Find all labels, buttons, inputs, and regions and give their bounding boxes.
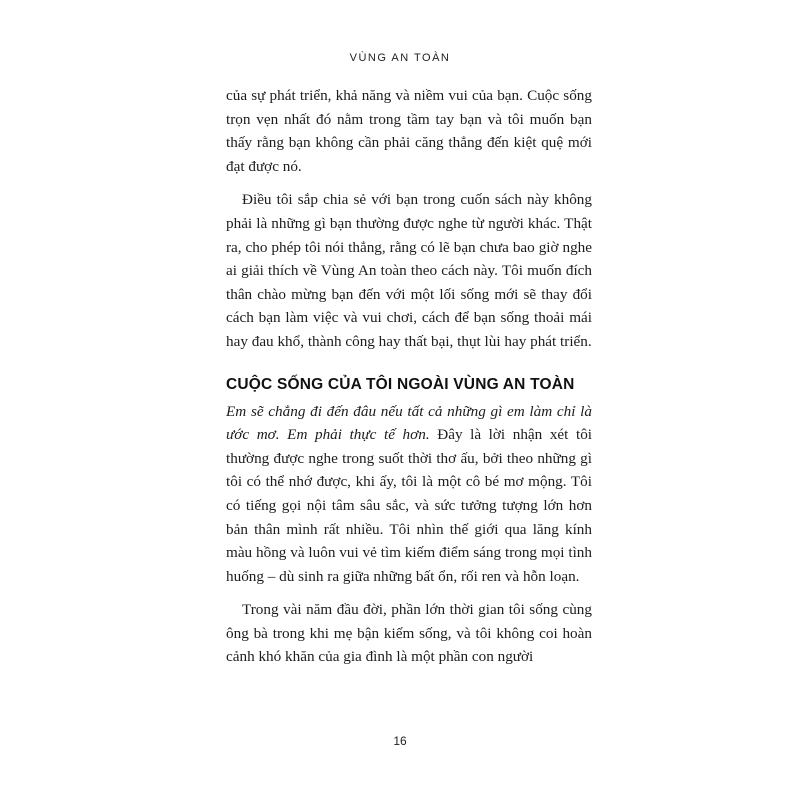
paragraph-3-quote: Em sẽ chẳng đi đến đâu nếu tất cả những gì em làm chỉ là ước mơ. Em phải thực tế hơn.: [226, 402, 592, 444]
paragraph-3-text: Đây là lời nhận xét tôi thường được nghe trong suốt thời thơ ấu, bởi theo những gì tôi có thể nhớ được, khi ấy, tôi là một cô bé mơ mộng. Tôi có tiếng gọi nội tâm sâu sắc, và sức tưởng tượng lớn hơn bản thân mình rất nhiều. Tôi nhìn thế giới qua lăng kính màu hồng và luôn vui vẻ tìm kiếm điểm sáng trong mọi tình huống – dù sinh ra giữa những bất ổn, rối ren và hỗn loạn.: [226, 426, 593, 585]
paragraph-4: Trong vài năm đầu đời, phần lớn thời gian tôi sống cùng ông bà trong khi mẹ bận kiếm sống, và tôi không coi hoàn cảnh khó khăn của gia đình là một phần con người: [226, 601, 592, 666]
body-text: [226, 84, 592, 669]
paragraph-1: của sự phát triển, khả năng và niềm vui của bạn. Cuộc sống trọn vẹn nhất đó nằm trong tầm tay bạn và tôi muốn bạn thấy rằng bạn không cần phải căng thẳng đến kiệt quệ mới đạt được nó.: [226, 87, 592, 175]
paragraph-2: Điều tôi sắp chia sẻ với bạn trong cuốn sách này không phải là những gì bạn thường được nghe từ người khác. Thật ra, cho phép tôi nói thẳng, rằng có lẽ bạn chưa bao giờ nghe ai giải thích về Vùng An toàn theo cách này. Tôi muốn đích thân chào mừng bạn đến với một lối sống mới sẽ thay đổi cách bạn làm việc và vui chơi, cách để bạn sống thoải mái hay đau khổ, thành công hay thất bại, thụt lùi hay phát triển.: [226, 191, 592, 350]
paragraph-3: [226, 400, 592, 589]
section-heading: CUỘC SỐNG CỦA TÔI NGOÀI VÙNG AN TOÀN: [226, 375, 575, 393]
running-header: VÙNG AN TOÀN: [349, 52, 451, 64]
page-number: 16: [393, 734, 407, 748]
